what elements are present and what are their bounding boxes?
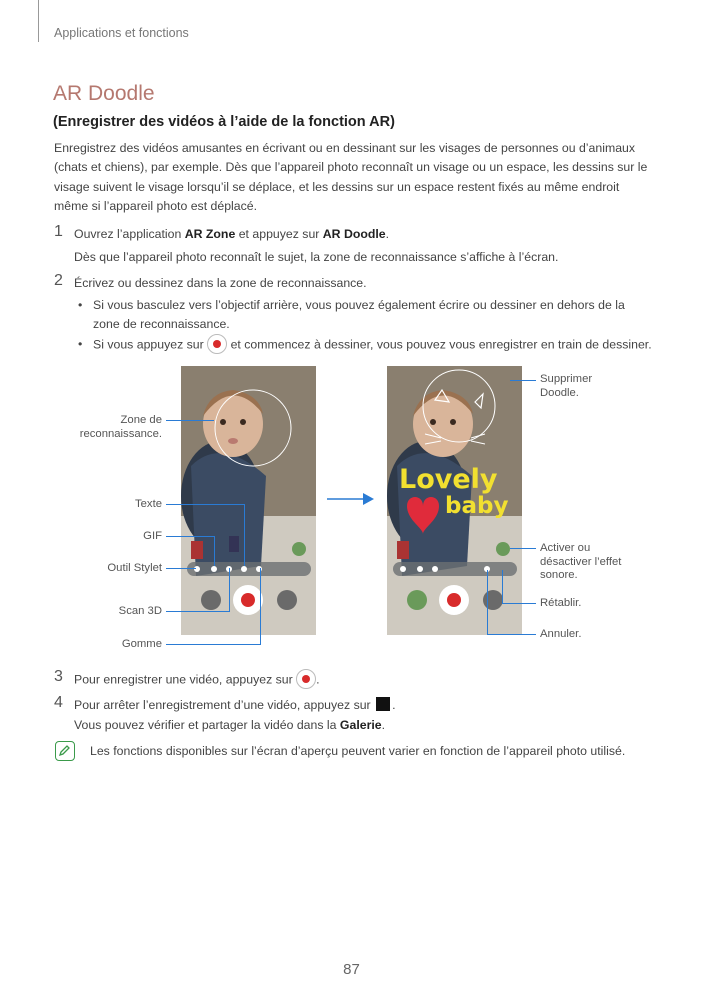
bullet-2-text: Si vous appuyez sur et commencez à dessiner, vous pouvez vous enregistrer en train de dessiner.	[93, 335, 652, 355]
step-2-number: 2	[54, 272, 63, 289]
bullet-dot: •	[78, 298, 83, 312]
doodle-text-lovely: Lovely	[399, 464, 498, 495]
leader-line	[214, 536, 215, 566]
leader-line	[244, 504, 245, 566]
label-zone: Zone de reconnaissance.	[79, 414, 162, 440]
leader-line	[166, 644, 260, 645]
header-rule	[38, 0, 39, 42]
step-3-number: 3	[54, 668, 63, 685]
label-activer: Activer ou désactiver l’effet sonore.	[540, 542, 622, 582]
leader-line	[229, 568, 230, 612]
leader-line	[510, 380, 536, 381]
section-subtitle: (Enregistrer des vidéos à l’aide de la fonction AR)	[53, 114, 395, 130]
arrow-icon	[327, 492, 375, 506]
leader-line	[502, 570, 503, 604]
step-4-subtext: Vous pouvez vérifier et partager la vidéo dans la Galerie.	[74, 718, 386, 732]
label-supprimer: Supprimer Doodle.	[540, 373, 593, 399]
step-1-number: 1	[54, 223, 63, 240]
note-pen-icon	[55, 741, 75, 761]
leader-line	[487, 570, 488, 635]
label-stylet: Outil Stylet	[107, 562, 162, 574]
step-3-text: Pour enregistrer une vidéo, appuyez sur .	[74, 670, 320, 690]
leader-line	[260, 568, 261, 645]
bullet-1-text: Si vous basculez vers l’objectif arrière, vous pouvez également écrire ou dessiner en dehors de la zone de reconnaissance.	[93, 298, 625, 331]
record-icon	[207, 334, 227, 354]
label-texte: Texte	[134, 498, 162, 510]
running-header: Applications et fonctions	[54, 26, 189, 40]
note-text: Les fonctions disponibles sur l’écran d’aperçu peuvent varier en fonction de l’appareil photo utilisé.	[90, 744, 626, 758]
intro-paragraph: Enregistrez des vidéos amusantes en écrivant ou en dessinant sur les visages de personnes ou d’animaux (chats et chiens), par exemple. Dès que l’appareil photo reconnaît un visage ou un espace, les dessins sur le visage suivent le visage lorsqu’il se déplace, et les dessins sur un espace restent fixés au même endroit même si l’appareil photo est déplacé.	[54, 141, 648, 213]
label-gomme: Gomme	[121, 638, 162, 650]
leader-line	[502, 603, 536, 604]
bullet-dot: •	[78, 337, 83, 351]
record-icon	[296, 669, 316, 689]
step-1-text: Ouvrez l’application AR Zone et appuyez sur AR Doodle.	[74, 227, 390, 241]
camera-preview	[181, 366, 316, 635]
page-number: 87	[343, 961, 360, 978]
leader-line	[510, 548, 536, 549]
step-2-text: Écrivez ou dessinez dans la zone de reconnaissance.	[74, 276, 367, 290]
label-annuler: Annuler.	[540, 628, 582, 640]
section-title: AR Doodle	[53, 82, 155, 105]
stop-icon	[376, 697, 390, 711]
label-gif: GIF	[143, 530, 162, 542]
leader-line	[166, 536, 214, 537]
step-4-text: Pour arrêter l’enregistrement d’une vidéo, appuyez sur .	[74, 698, 396, 712]
leader-line	[166, 568, 196, 569]
leader-line	[166, 611, 229, 612]
leader-line	[487, 634, 536, 635]
phone-screenshot-before	[181, 366, 316, 635]
leader-line	[166, 504, 244, 505]
leader-line	[166, 420, 214, 421]
step-4-number: 4	[54, 694, 63, 711]
doodle-text-baby: baby	[445, 493, 509, 519]
label-retablir: Rétablir.	[540, 597, 582, 609]
step-1-subtext: Dès que l’appareil photo reconnaît le sujet, la zone de reconnaissance s’affiche à l’écran.	[74, 250, 559, 264]
label-scan: Scan 3D	[118, 605, 162, 617]
